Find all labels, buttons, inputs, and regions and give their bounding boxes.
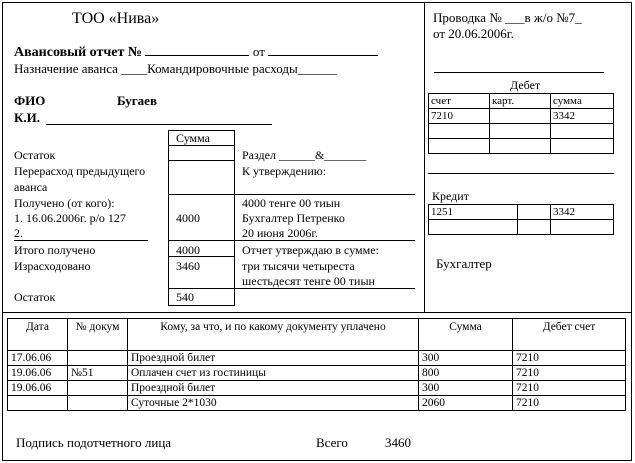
- row-spent-value: 3460: [176, 259, 200, 273]
- debit-label: Дебет: [510, 78, 541, 92]
- purpose-line: [14, 61, 337, 77]
- credit-table: [428, 204, 614, 235]
- expenses-header-doc: № докум: [68, 319, 128, 351]
- debit-cell: [490, 109, 551, 124]
- expenses-cell: Проездной билет: [128, 351, 419, 366]
- credit-cell: 3342: [551, 205, 614, 220]
- to-approve: К утверждению:: [242, 164, 327, 178]
- expenses-cell: 300: [419, 381, 513, 396]
- debit-cell: [429, 124, 490, 139]
- expenses-row: [8, 381, 626, 396]
- credit-row: [429, 220, 614, 235]
- posting-accountant: Бухгалтер: [436, 256, 492, 271]
- expenses-cell: [68, 381, 128, 396]
- sum-header: Сумма: [176, 131, 210, 145]
- debit-row: [429, 124, 614, 139]
- sum-item2-line: [168, 240, 235, 241]
- accountant-name: Бухгалтер Петренко: [242, 211, 345, 225]
- frame-divider-vertical: [424, 2, 425, 312]
- expenses-row: [8, 366, 626, 381]
- frame-top: [2, 2, 632, 3]
- debit-cell: [490, 139, 551, 154]
- expenses-cell: 300: [419, 351, 513, 366]
- credit-label: Кредит: [432, 189, 469, 203]
- credit-separator: [428, 173, 614, 174]
- expenses-header-row: [8, 319, 626, 351]
- debit-cell: [429, 139, 490, 154]
- sum-box-right: [234, 130, 235, 306]
- row-item1-value: 4000: [176, 211, 200, 225]
- expenses-cell: 7210: [513, 351, 626, 366]
- debit-header-cell: счет: [429, 94, 490, 109]
- approve-words-1: три тысячи четыреста: [242, 259, 355, 273]
- posting-underline: [434, 72, 604, 73]
- sum-ostatok-line: [168, 160, 235, 161]
- credit-cell: [518, 205, 551, 220]
- row-ostatok: Остаток: [14, 148, 56, 162]
- report-title-text: Авансовый отчет №: [14, 45, 142, 60]
- footer-total-value: 3460: [385, 435, 411, 450]
- expenses-cell: [68, 351, 128, 366]
- footer-signature: Подпись подотчетного лица: [16, 435, 172, 450]
- expenses-row: [8, 351, 626, 366]
- row-ostatok2-value: 540: [176, 290, 194, 304]
- approve-words-2: шестьдесят тенге 00 тиын: [242, 274, 375, 288]
- fio-value: Бугаев: [117, 93, 157, 108]
- posting-line-1: Проводка № ___в ж/о №7_: [433, 10, 582, 25]
- debit-cell: [551, 124, 614, 139]
- posting-line-2: от 20.06.2006г.: [433, 26, 514, 41]
- credit-cell: [429, 220, 518, 235]
- report-number-line: [145, 42, 249, 56]
- credit-cell: 1251: [429, 205, 518, 220]
- expenses-cell: 800: [419, 366, 513, 381]
- fio-underline: [46, 124, 272, 125]
- expenses-cell: №51: [68, 366, 128, 381]
- expenses-cell: 19.06.06: [8, 381, 68, 396]
- credit-cell: [551, 220, 614, 235]
- frame-left: [2, 2, 3, 461]
- approve-label: Отчет утверждаю в сумме:: [242, 243, 379, 257]
- expenses-row: [8, 396, 626, 411]
- row-total-received-value: 4000: [176, 243, 200, 257]
- approve-words-underline: [234, 288, 415, 289]
- purpose-value: Командировочные расходы______: [147, 61, 337, 76]
- sum-spent-line: [168, 288, 235, 289]
- debit-header-cell: карт.: [490, 94, 551, 109]
- expenses-cell: [68, 396, 128, 411]
- report-title: [14, 42, 378, 61]
- expenses-cell: Суточные 2*1030: [128, 396, 419, 411]
- report-from-label: от: [252, 44, 265, 59]
- expenses-cell: 7210: [513, 366, 626, 381]
- expenses-cell: 7210: [513, 396, 626, 411]
- debit-cell: 7210: [429, 109, 490, 124]
- debit-cell: [490, 124, 551, 139]
- expenses-header-sum: Сумма: [419, 319, 513, 351]
- org-name: ТОО «Нива»: [72, 10, 160, 27]
- debit-cell: 3342: [551, 109, 614, 124]
- approve-underline: [234, 194, 415, 195]
- expenses-header-debit: Дебет счет: [513, 319, 626, 351]
- sum-box-left: [168, 130, 169, 306]
- accountant-date: 20 июня 2006г.: [242, 226, 318, 240]
- footer-total-label: Всего: [316, 435, 348, 450]
- row-ostatok2: Остаток: [14, 290, 56, 304]
- expenses-cell: Оплачен счет из гостиницы: [128, 366, 419, 381]
- sum-pererashod-line: [168, 194, 235, 195]
- sum-bottom-line: [168, 305, 235, 306]
- debit-header-cell: сумма: [551, 94, 614, 109]
- expenses-cell: 19.06.06: [8, 366, 68, 381]
- debit-row: [429, 139, 614, 154]
- debit-cell: [551, 139, 614, 154]
- date-underline: [234, 240, 415, 241]
- expenses-cell: Проездной билет: [128, 381, 419, 396]
- frame-right: [631, 2, 632, 461]
- frame-divider-horizontal: [2, 312, 632, 313]
- expenses-header-date: Дата: [8, 319, 68, 351]
- report-date-line: [268, 42, 378, 56]
- credit-row: [429, 205, 614, 220]
- row-received: Получено (от кого):: [14, 196, 115, 210]
- razdel: Раздел ______&_______: [242, 148, 367, 162]
- row-avansa: аванса: [14, 180, 48, 194]
- expenses-cell: 17.06.06: [8, 351, 68, 366]
- row-spent: Израсходовано: [14, 259, 91, 273]
- purpose-label: Назначение аванса ____: [14, 61, 148, 76]
- fio-label: ФИО: [14, 93, 46, 108]
- expenses-cell: 2060: [419, 396, 513, 411]
- row-pererashod: Перерасход предыдущего: [14, 164, 146, 178]
- frame-bottom: [2, 460, 632, 461]
- expenses-table: [7, 318, 626, 411]
- expenses-header-desc: Кому, за что, и по какому документу уплачено: [128, 319, 419, 351]
- debit-row: [429, 109, 614, 124]
- fio-initials: К.И.: [14, 110, 41, 125]
- row-item1: 1. 16.06.2006г. р/о 127: [14, 211, 126, 225]
- expenses-cell: [8, 396, 68, 411]
- row-item2-underline: [14, 240, 148, 241]
- debit-table: [428, 93, 614, 154]
- row-item2: 2.: [14, 226, 23, 240]
- amount-words: 4000 тенге 00 тиын: [242, 196, 341, 210]
- debit-header-row: [429, 94, 614, 109]
- expenses-cell: 7210: [513, 381, 626, 396]
- row-total-received: Итого получено: [14, 243, 96, 257]
- credit-cell: [518, 220, 551, 235]
